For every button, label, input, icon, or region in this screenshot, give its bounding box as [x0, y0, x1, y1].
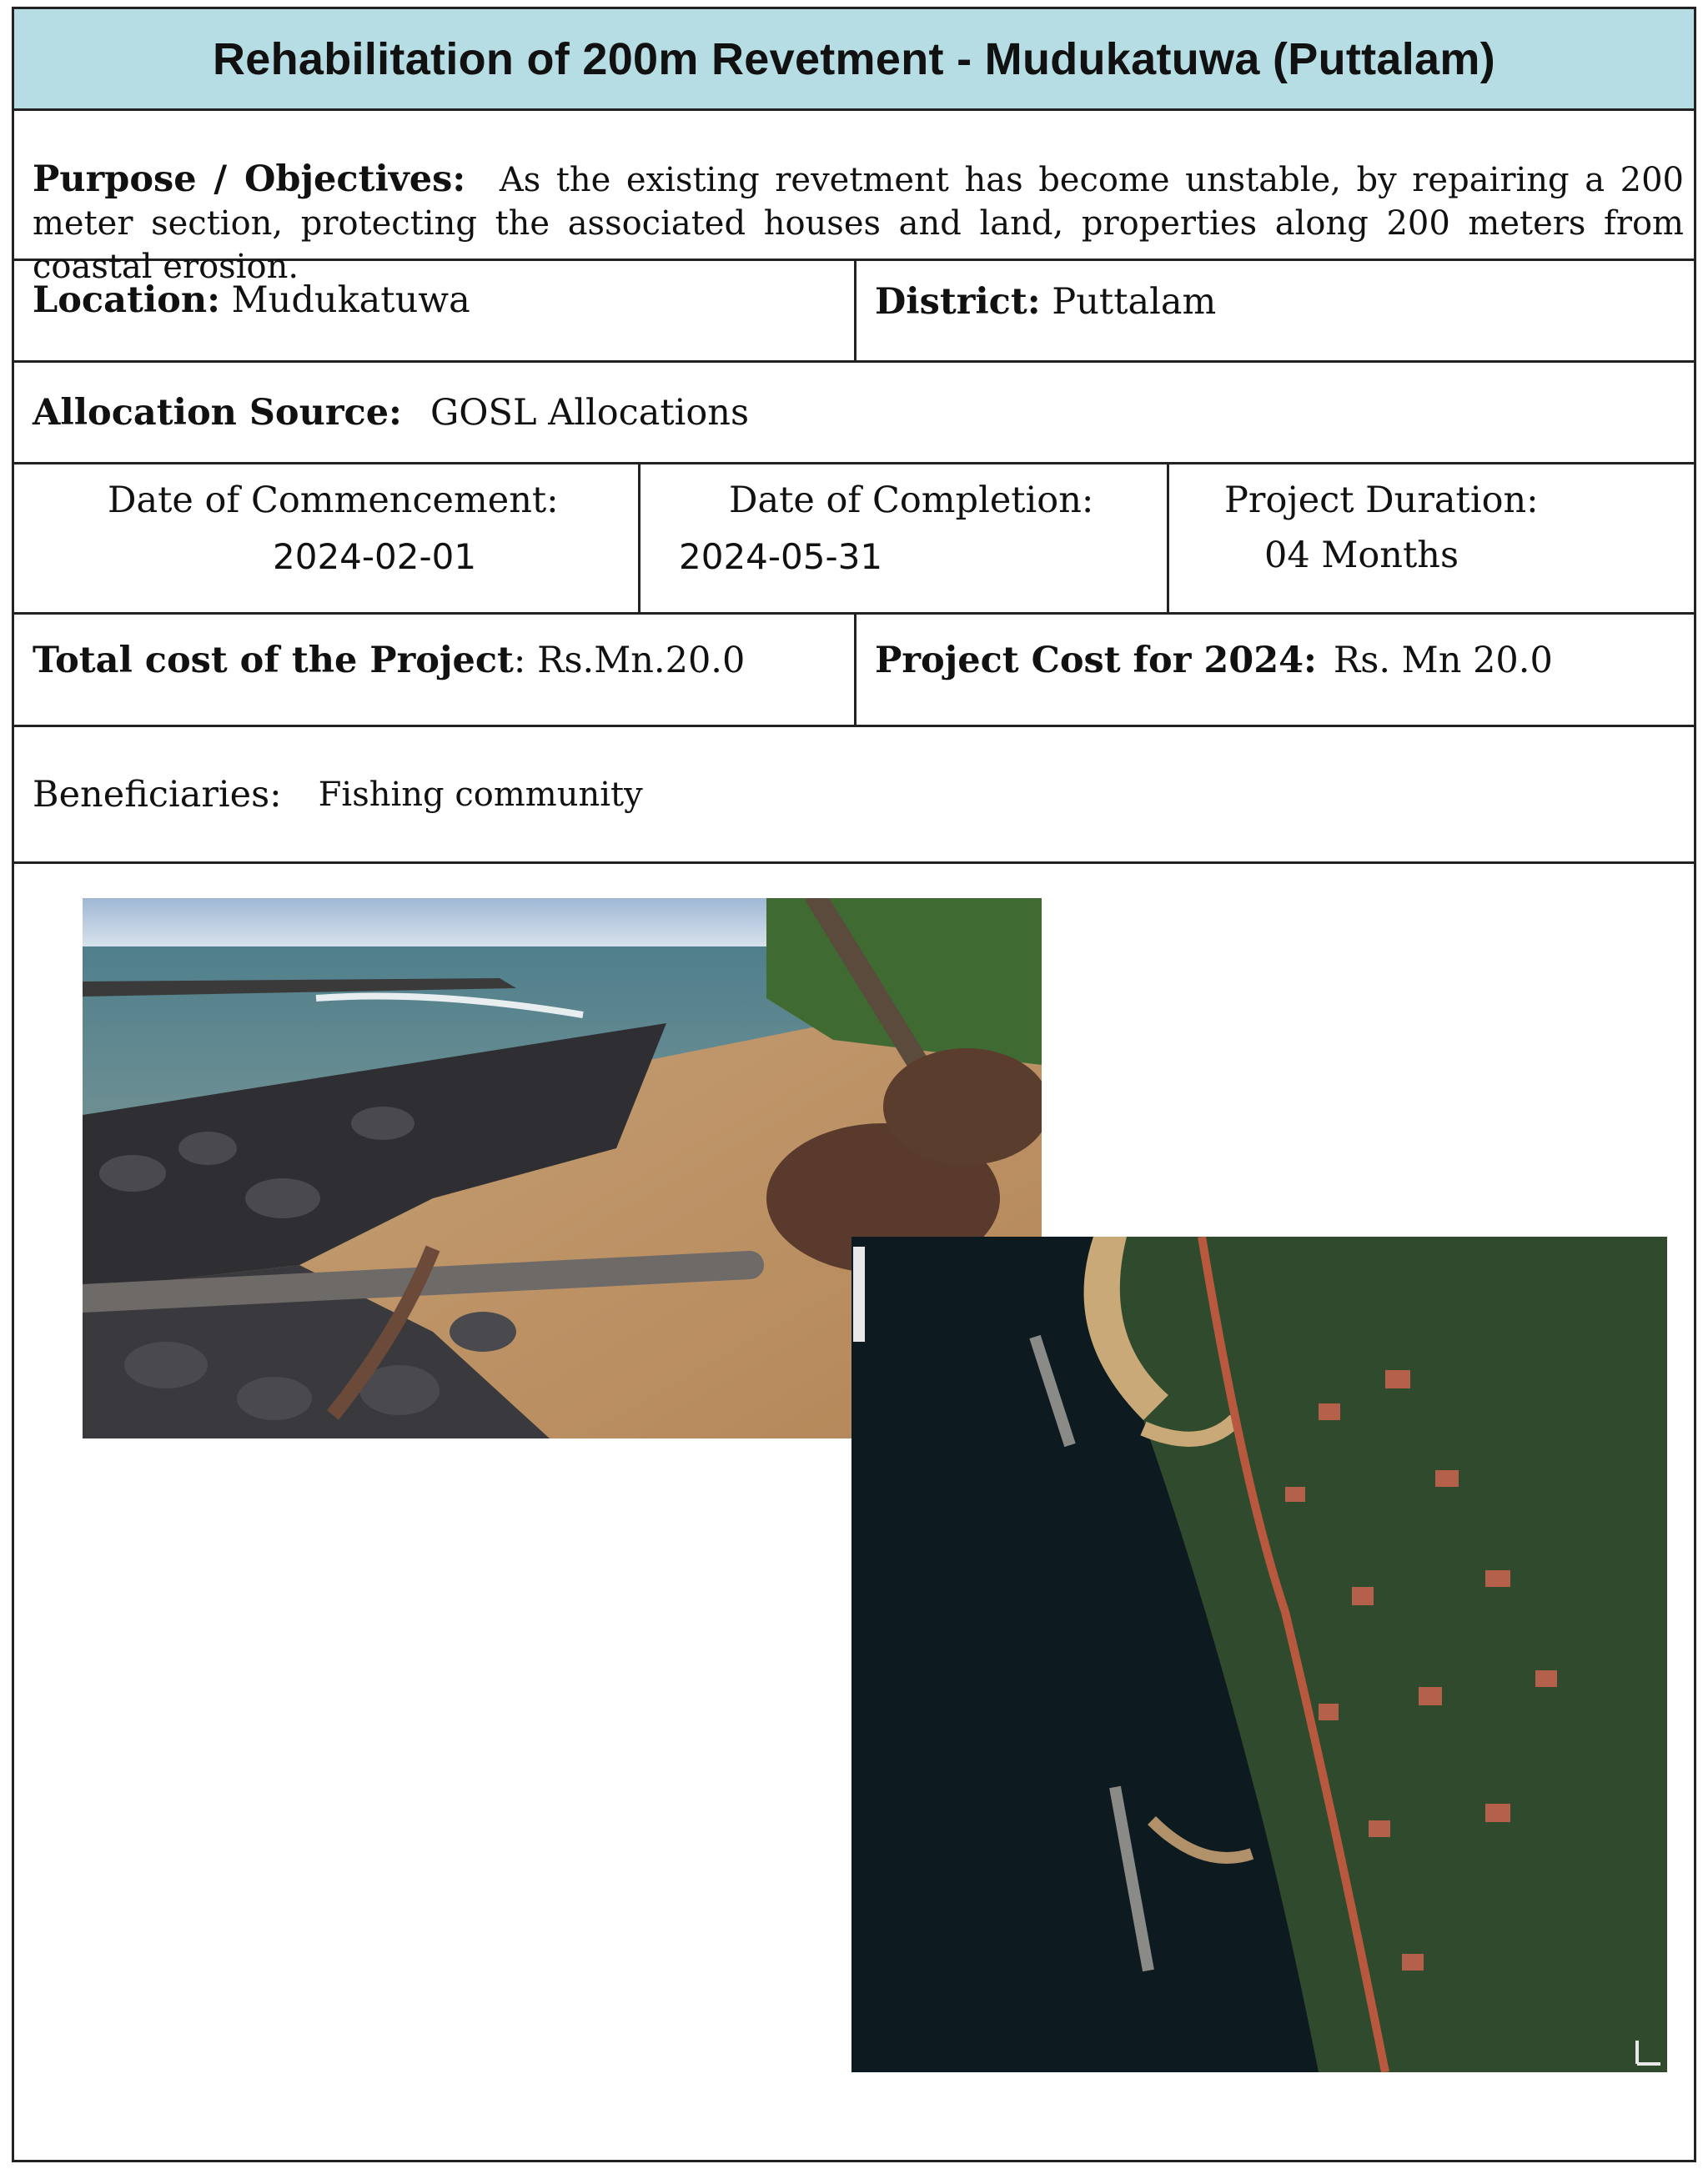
- title-bar: [14, 9, 1694, 111]
- commencement-label: Date of Commencement:: [108, 479, 559, 521]
- cost-2024-value: Rs. Mn 20.0: [1333, 640, 1553, 681]
- commencement-cell: [14, 464, 640, 612]
- allocation-cell: [14, 363, 1694, 462]
- allocation-value: GOSL Allocations: [430, 391, 750, 434]
- dates-row: [14, 464, 1694, 615]
- commencement-value: 2024-02-01: [273, 536, 477, 577]
- location-cell: [14, 261, 857, 360]
- total-cost-label: Total cost of the Project: [33, 640, 514, 681]
- beneficiaries-label: Beneficiaries:: [33, 773, 282, 816]
- project-sheet: [12, 7, 1696, 2162]
- cost-2024-cell: [857, 615, 1694, 725]
- purpose-label: Purpose / Objectives:: [33, 158, 466, 200]
- total-cost-cell: [14, 615, 857, 725]
- beneficiaries-cell: [14, 727, 1694, 861]
- completion-cell: [640, 464, 1169, 612]
- district-cell: [857, 261, 1694, 360]
- location-label: Location:: [33, 279, 220, 321]
- allocation-label: Allocation Source:: [33, 391, 402, 434]
- district-label: District:: [875, 281, 1041, 323]
- duration-cell: [1169, 464, 1694, 612]
- cost-row: [14, 615, 1694, 727]
- beneficiaries-row: [14, 727, 1694, 864]
- total-cost-value: : Rs.Mn.20.0: [513, 640, 746, 681]
- allocation-row: [14, 363, 1694, 464]
- duration-value: 04 Months: [1264, 535, 1459, 576]
- beneficiaries-value: Fishing community: [318, 775, 643, 814]
- page-title: Rehabilitation of 200m Revetment - Mudukatuwa (Puttalam): [212, 33, 1495, 84]
- completion-value: 2024-05-31: [679, 536, 883, 577]
- purpose-section: [14, 111, 1694, 286]
- satellite-map: [851, 1237, 1667, 2072]
- completion-label: Date of Completion:: [729, 479, 1094, 521]
- location-value: Mudukatuwa: [231, 279, 470, 321]
- district-value: Puttalam: [1052, 281, 1217, 323]
- cost-2024-label: Project Cost for 2024:: [875, 640, 1317, 681]
- duration-label: Project Duration:: [1224, 479, 1539, 521]
- purpose-text: As the existing revetment has become unstable, by repairing a 200 meter section, protecting the associated houses and land, properties along 200 meters from coastal erosion.: [33, 161, 1684, 286]
- location-row: [14, 261, 1694, 363]
